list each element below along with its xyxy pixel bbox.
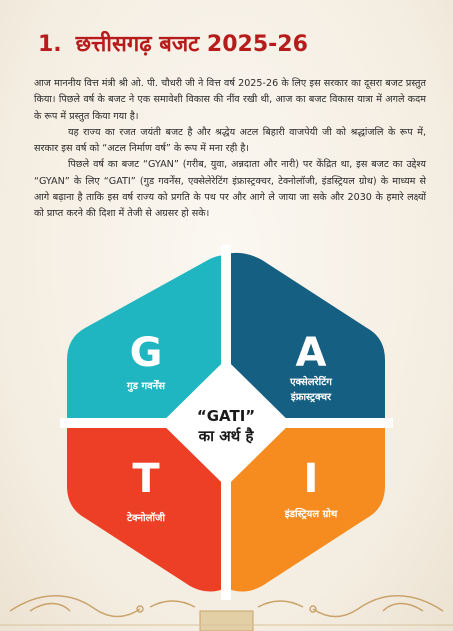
letter-g: G [129, 330, 163, 376]
paragraph-2: यह राज्य का रजत जयंती बजट है और श्रद्धेय अटल बिहारी वाजपेयी जी को श्रद्धांजलि के रूप में, सरकार इस वर्ष को “अटल निर्माण वर्ष” के रूप में मना रही है। [34, 126, 426, 155]
label-technology: टेक्नोलॉजी [126, 513, 166, 524]
section-number: 1. [38, 32, 62, 57]
label-accelerating: एक्सेलरेटिंग [290, 377, 332, 388]
paragraph-1: आज माननीय वित्त मंत्री श्री ओ. पी. चौधरी जी ने वित्त वर्ष 2025-26 के लिए इस सरकार का दूसरा बजट प्रस्तुत किया। पिछले वर्ष के बजट ने एक समावेशी विकास की नींव रखी थी, आज का बजट विकास यात्रा में अगले कदम के रूप में प्रस्तुत किया गया है। [34, 78, 426, 122]
letter-a: A [295, 330, 327, 376]
footer-ornament [0, 581, 453, 631]
ornament-left [10, 596, 195, 617]
center-title: “GATI” [196, 407, 256, 425]
paragraph-3: पिछले वर्ष का बजट “GYAN” (गरीब, युवा, अन्नदाता और नारी) पर केंद्रित था, इस बजट का उद्देश्य “GYAN” के लिए “GATI” (गुड गवर्नेंस, एक्सेलेरेटिंग इंफ्रास्ट्रक्चर, टेक्नोलॉजी, इंडस्ट्रियल ग्रोथ) के माध्यम से आगे बढ़ाना है ताकि इस वर्ष राज्य को प्रगति के पथ पर और आगे ले जाया जा सके और 2030 के हमारे लक्ष्यों को प्राप्त करने की दिशा में तेजी से अग्रसर हो सके। [34, 159, 426, 220]
section-title: छत्तीसगढ़ बजट 2025-26 [75, 32, 308, 57]
label-industrial-growth: इंडस्ट्रियल ग्रोथ [284, 509, 338, 520]
ornament-right [258, 596, 443, 617]
label-infrastructure: इंफ्रास्ट्रक्चर [290, 392, 332, 403]
label-good-governance: गुड गवर्नेंस [127, 381, 165, 392]
ornament-center-pillar [200, 611, 253, 631]
letter-t: T [132, 456, 160, 502]
center-subtitle: का अर्थ है [198, 427, 254, 445]
letter-i: I [303, 456, 319, 502]
